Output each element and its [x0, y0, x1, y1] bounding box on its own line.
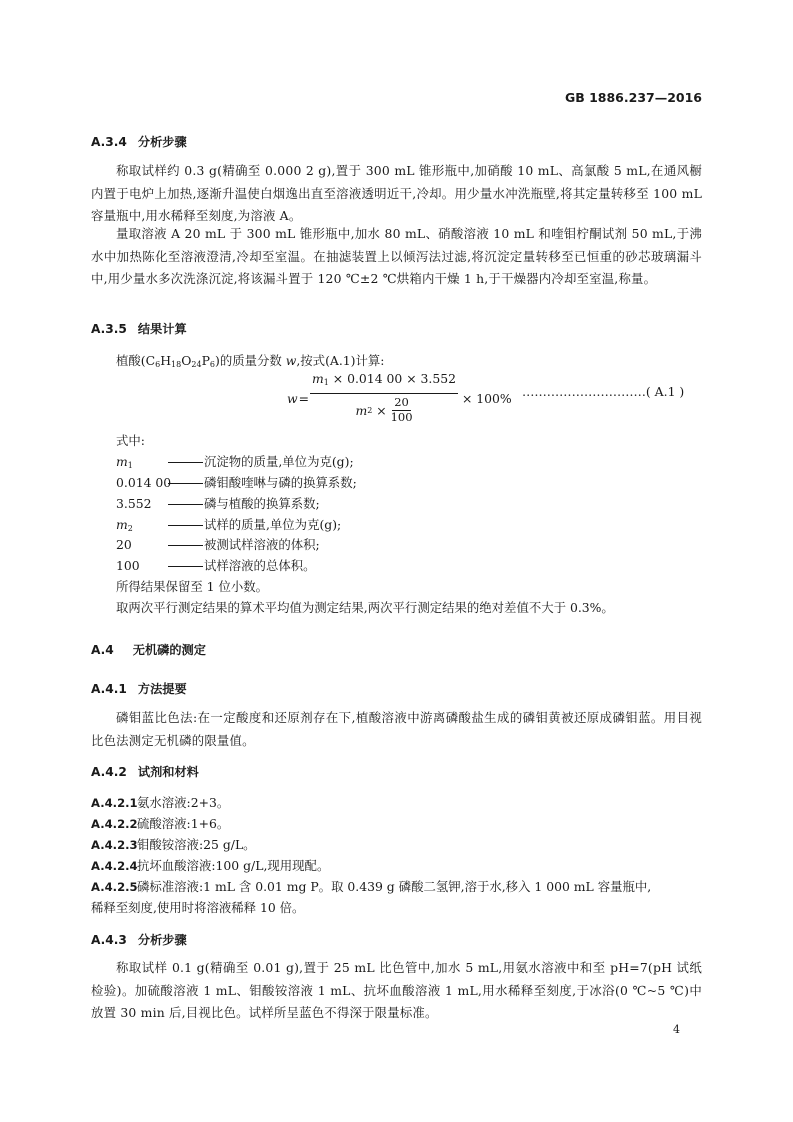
reagent-item-continuation: 稀释至刻度,使用时将溶液稀释 10 倍。: [91, 900, 305, 915]
section-title: 分析步骤: [137, 933, 187, 947]
section-number: A.4.3: [91, 933, 127, 947]
definition-row: $m_2$ 试样的质量,单位为克(g);: [116, 517, 342, 533]
page-number: 4: [673, 1023, 680, 1036]
note-rounding: 所得结果保留至 1 位小数。: [116, 579, 269, 594]
reagent-item: A.4.2.1氨水溶液:2+3。: [91, 795, 230, 810]
section-heading-a34: [91, 133, 187, 150]
section-title: 分析步骤: [137, 135, 187, 149]
definition-row: 3.552 磷与植酸的换算系数;: [116, 496, 320, 511]
definition-row: 20 被测试样溶液的体积;: [116, 537, 320, 552]
em-dash: [168, 545, 203, 546]
section-heading-a41: [91, 680, 187, 697]
section-number: A.4: [91, 643, 114, 657]
equation-label: …………………………( A.1 ): [522, 384, 685, 399]
em-dash: [168, 462, 203, 463]
reagent-item: A.4.2.2硫酸溶液:1+6。: [91, 816, 230, 831]
section-heading-a43: [91, 931, 187, 948]
note-precision: 取两次平行测定结果的算术平均值为测定结果,两次平行测定结果的绝对差值不大于 0.3%。: [116, 600, 614, 615]
definition-row: $m_1$ 沉淀物的质量,单位为克(g);: [116, 454, 354, 470]
section-number: A.4.2: [91, 765, 127, 779]
section-title: 无机磷的测定: [132, 643, 206, 657]
section-title: 结果计算: [137, 322, 187, 336]
formula-fraction: $m_1 \times 0.014$ 00 × 3.552 m 2 × $\frac{20}{100}$: [312, 371, 457, 424]
formula-intro: 植酸$(C_6H_{18}O_{24}P_6)$的质量分数 w,按式(A.1)计算:: [116, 353, 385, 369]
formula-a1: w = $m_1 \times 0.014$ 00 × 3.552 m 2 × $\frac{20}{100}$ × 100%: [287, 371, 512, 424]
reagent-item: A.4.2.5磷标准溶液:1 mL 含 0.01 mg P。取 0.439 g 磷酸二氢钾,溶于水,移入 1 000 mL 容量瓶中,: [91, 879, 652, 894]
definition-row: 100 试样溶液的总体积。: [116, 558, 316, 573]
section-heading-a42: [91, 763, 199, 780]
em-dash: [168, 504, 203, 505]
em-dash: [168, 483, 203, 484]
em-dash: [168, 566, 203, 567]
section-title: 试剂和材料: [137, 765, 199, 779]
section-heading-a35: [91, 320, 187, 337]
section-number: A.3.4: [91, 135, 127, 149]
paragraph-a34-2: 量取溶液 A 20 mL 于 300 mL 锥形瓶中,加水 80 mL、硝酸溶液 10 mL 和喹钼柠酮试剂 50 mL,于沸水中加热陈化至溶液澄清,冷却至室温。在抽滤装置上以倾泻法过滤,将沉淀定量转移至已恒重的砂芯玻璃漏斗中,用少量水多次洗涤沉淀,将该漏斗置于 120 ℃±2 ℃烘箱内干燥 1 h,于干燥器内冷却至室温,称量。: [91, 226, 702, 286]
reagent-item: A.4.2.4抗坏血酸溶液:100 g/L,现用现配。: [91, 858, 330, 873]
paragraph-a41: 磷钼蓝比色法:在一定酸度和还原剂存在下,植酸溶液中游离磷酸盐生成的磷钼黄被还原成磷钼蓝。用目视比色法测定无机磷的限量值。: [91, 710, 702, 748]
section-number: A.3.5: [91, 322, 127, 336]
paragraph-a43: 称取试样 0.1 g(精确至 0.01 g),置于 25 mL 比色管中,加水 5 mL,用氨水溶液中和至 pH=7(pH 试纸检验)。加硫酸溶液 1 mL、钼酸铵溶液 1 mL、抗坏血酸溶液 1 mL,用水稀释至刻度,于冰浴(0 ℃~5 ℃)中放置 30 min 后,目视比色。试样所呈蓝色不得深于限量标准。: [91, 960, 702, 1020]
where-label: 式中:: [116, 433, 145, 448]
paragraph-a34-1: 称取试样约 0.3 g(精确至 0.000 2 g),置于 300 mL 锥形瓶中,加硝酸 10 mL、高氯酸 5 mL,在通风橱内置于电炉上加热,逐渐升温使白烟逸出直至溶液透明近干,冷却。用少量水冲洗瓶壁,将其定量转移至 100 mL 容量瓶中,用水稀释至刻度,为溶液 A。: [91, 163, 702, 223]
standard-code: GB 1886.237—2016: [564, 90, 702, 105]
definition-row: 0.014 00 磷钼酸喹啉与磷的换算系数;: [116, 475, 357, 490]
em-dash: [168, 525, 203, 526]
section-heading-a4: [91, 641, 206, 658]
reagent-item: A.4.2.3钼酸铵溶液:25 g/L。: [91, 837, 256, 852]
section-number: A.4.1: [91, 682, 127, 696]
section-title: 方法提要: [137, 682, 187, 696]
